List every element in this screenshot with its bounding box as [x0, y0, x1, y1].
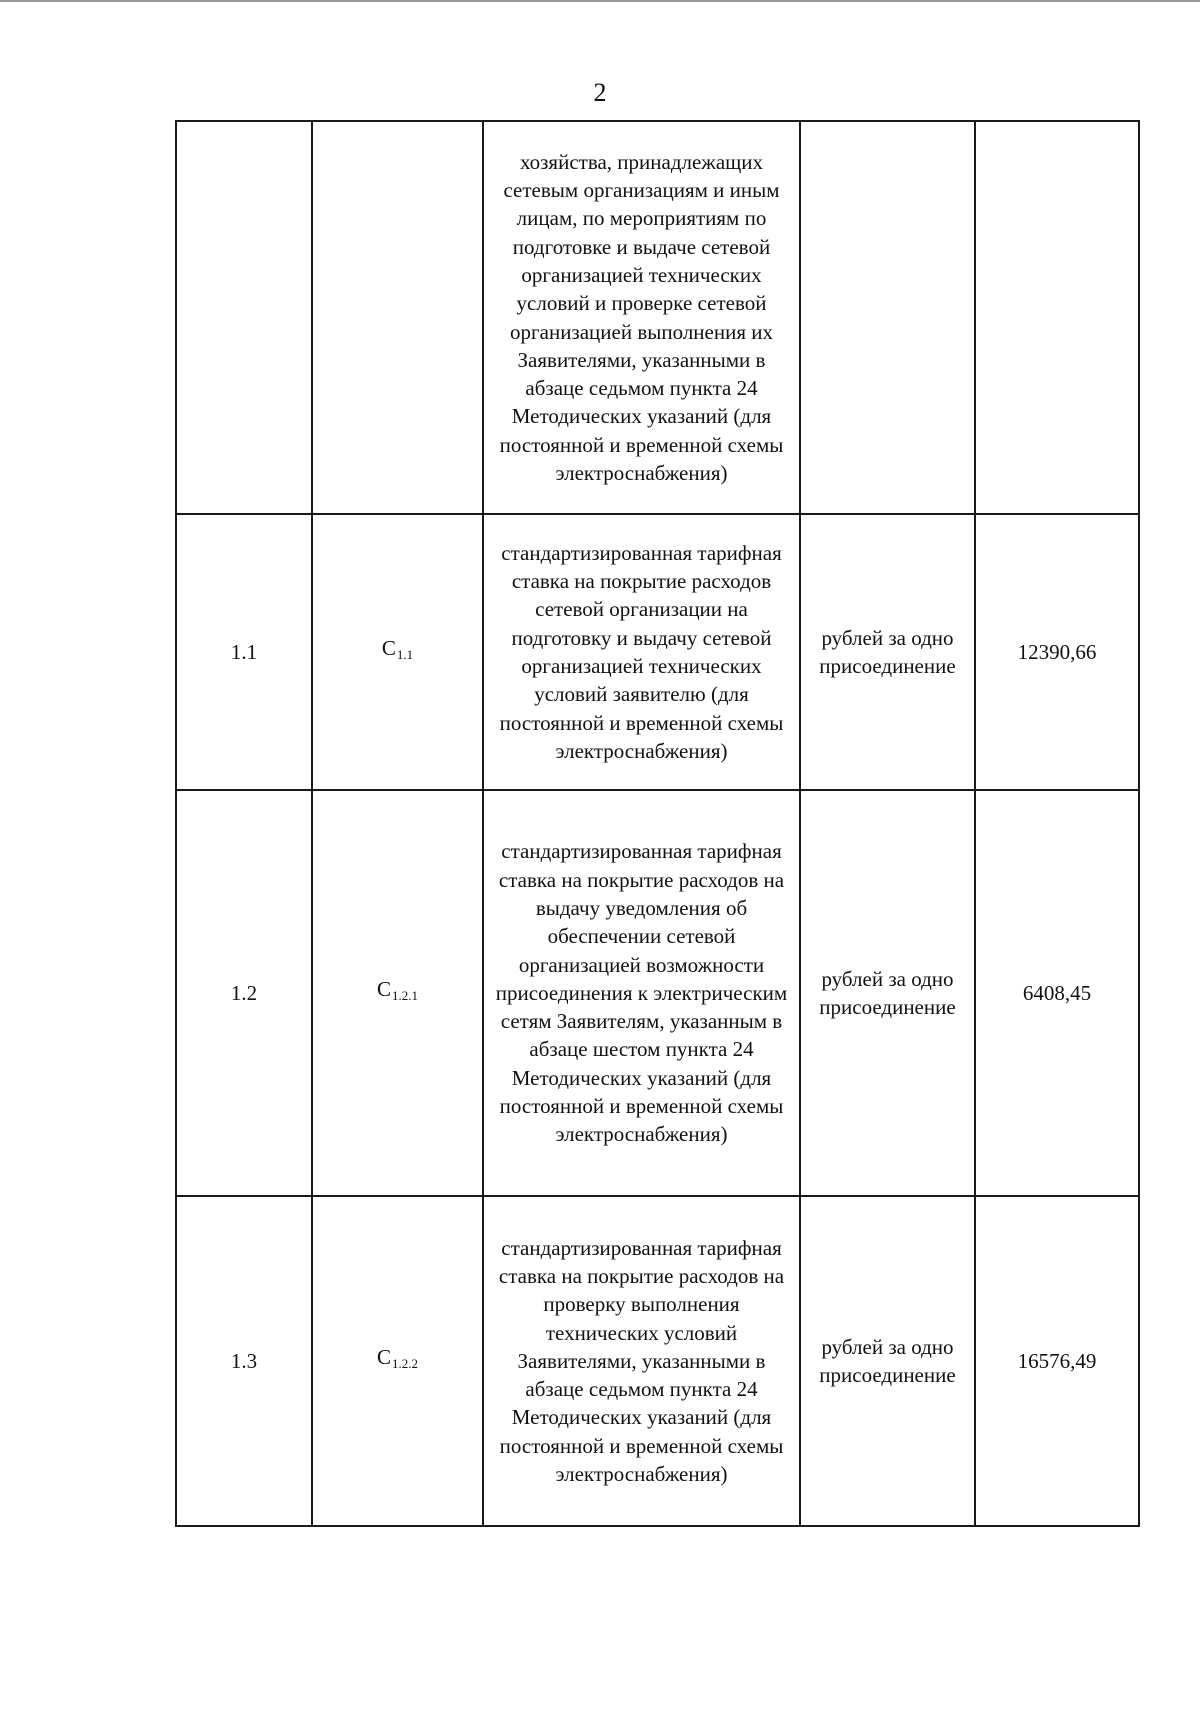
row-number-cell [176, 121, 312, 514]
rate-symbol-cell [312, 790, 483, 1196]
description-cell: стандартизированная тарифная ставка на покрытие расходов на выдачу уведомления об обеспечении сетевой организацией возможности присоединения к электрическим сетям Заявителям, указанным в абзаце шестом пункта 24 Методических указаний (для постоянной и временной схемы электроснабжения) [483, 790, 800, 1196]
page-top-rule [0, 0, 1200, 2]
row-number-cell: 1.3 [176, 1196, 312, 1526]
value-cell: 12390,66 [975, 514, 1139, 790]
rate-symbol-cell [312, 121, 483, 514]
page-number: 2 [593, 78, 607, 107]
row-number-cell: 1.1 [176, 514, 312, 790]
description-cell: стандартизированная тарифная ставка на покрытие расходов сетевой организации на подготовку и выдачу сетевой организацией технических условий заявителю (для постоянной и временной схемы электроснабжения) [483, 514, 800, 790]
table-row [176, 121, 1139, 514]
unit-cell: рублей за одно присоединение [800, 514, 975, 790]
rate-symbol-subscript: 1.2.1 [392, 988, 418, 1004]
table-row [176, 514, 1139, 790]
value-cell: 16576,49 [975, 1196, 1139, 1526]
row-number-cell: 1.2 [176, 790, 312, 1196]
rate-symbol: С [376, 1345, 391, 1370]
rate-symbol-cell [312, 1196, 483, 1526]
table-row [176, 790, 1139, 1196]
tariff-table [175, 120, 1140, 1527]
rate-symbol-cell [312, 514, 483, 790]
description-cell: стандартизированная тарифная ставка на покрытие расходов на проверку выполнения технических условий Заявителями, указанными в абзаце седьмом пункта 24 Методических указаний (для постоянной и временной схемы электроснабжения) [483, 1196, 800, 1526]
value-cell [975, 121, 1139, 514]
description-cell: хозяйства, принадлежащих сетевым организациям и иным лицам, по мероприятиям по подготовке и выдаче сетевой организацией технических условий и проверке сетевой организацией выполнения их Заявителями, указанными в абзаце седьмом пункта 24 Методических указаний (для постоянной и временной схемы электроснабжения) [483, 121, 800, 514]
table-row [176, 1196, 1139, 1526]
rate-symbol-subscript: 1.1 [396, 647, 414, 663]
unit-cell: рублей за одно присоединение [800, 1196, 975, 1526]
unit-cell [800, 121, 975, 514]
unit-cell: рублей за одно присоединение [800, 790, 975, 1196]
value-cell: 6408,45 [975, 790, 1139, 1196]
rate-symbol-subscript: 1.2.2 [392, 1356, 418, 1372]
rate-symbol: С [376, 977, 391, 1002]
rate-symbol: С [381, 636, 396, 661]
